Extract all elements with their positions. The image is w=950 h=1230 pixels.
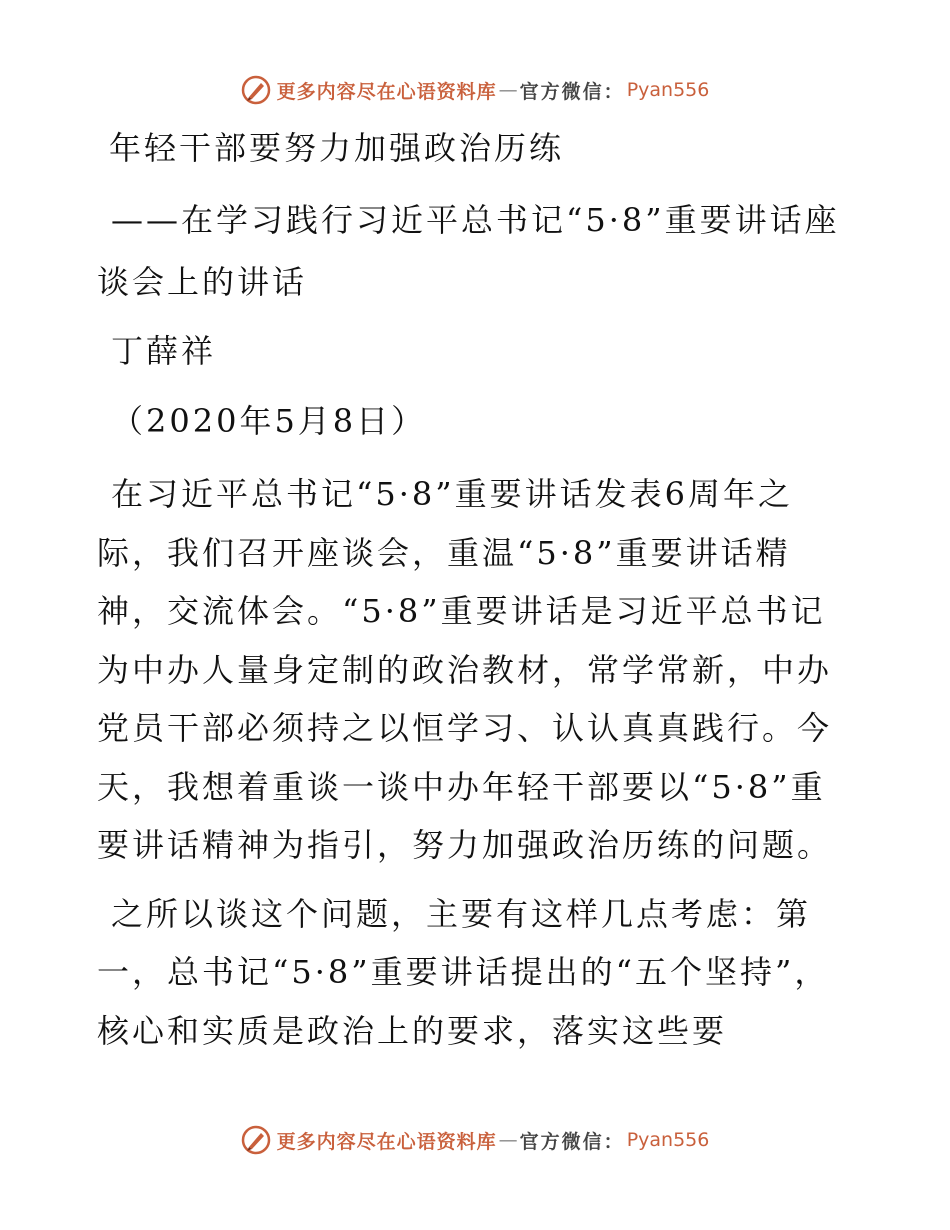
paragraph: 在习近平总书记“5·8”重要讲话发表6周年之际，我们召开座谈会，重温“5·8”重要讲话精神，交流体会。“5·8”重要讲话是习近平总书记为中办人量身定制的政治教材，常学常新，中办党员干部必须持之以恒学习、认认真真践行。今天，我想着重谈一谈中办年轻干部要以“5·8”重要讲话精神为指引，努力加强政治历练的问题。 [97, 475, 833, 864]
pen-logo-icon [241, 75, 271, 105]
watermark-label: 官方微信： [519, 80, 625, 103]
document-title: 年轻干部要努力加强政治历练 [109, 129, 565, 167]
document-date: （2020年5月8日） [111, 402, 427, 440]
document-author: 丁薛祥 [111, 332, 217, 370]
watermark-dash: — [498, 79, 518, 101]
watermark-account: Pyan556 [626, 1129, 710, 1151]
pen-logo-icon [241, 1125, 271, 1155]
watermark-banner-bottom [0, 1120, 950, 1160]
watermark-text: 更多内容尽在心语资料库 [276, 1130, 497, 1153]
watermark-account: Pyan556 [626, 79, 710, 101]
watermark-dash: — [498, 1129, 518, 1151]
watermark-text: 更多内容尽在心语资料库 [276, 80, 497, 103]
document-body [97, 120, 857, 1070]
paragraph: 之所以谈这个问题，主要有这样几点考虑：第一，总书记“5·8”重要讲话提出的“五个坚持”，核心和实质是政治上的要求，落实这些要 [97, 894, 830, 1050]
watermark-label: 官方微信： [519, 1130, 625, 1153]
document-subtitle: ——在学习践行习近平总书记“5·8”重要讲话座谈会上的讲话 [97, 201, 840, 301]
watermark-banner-top [0, 70, 950, 110]
